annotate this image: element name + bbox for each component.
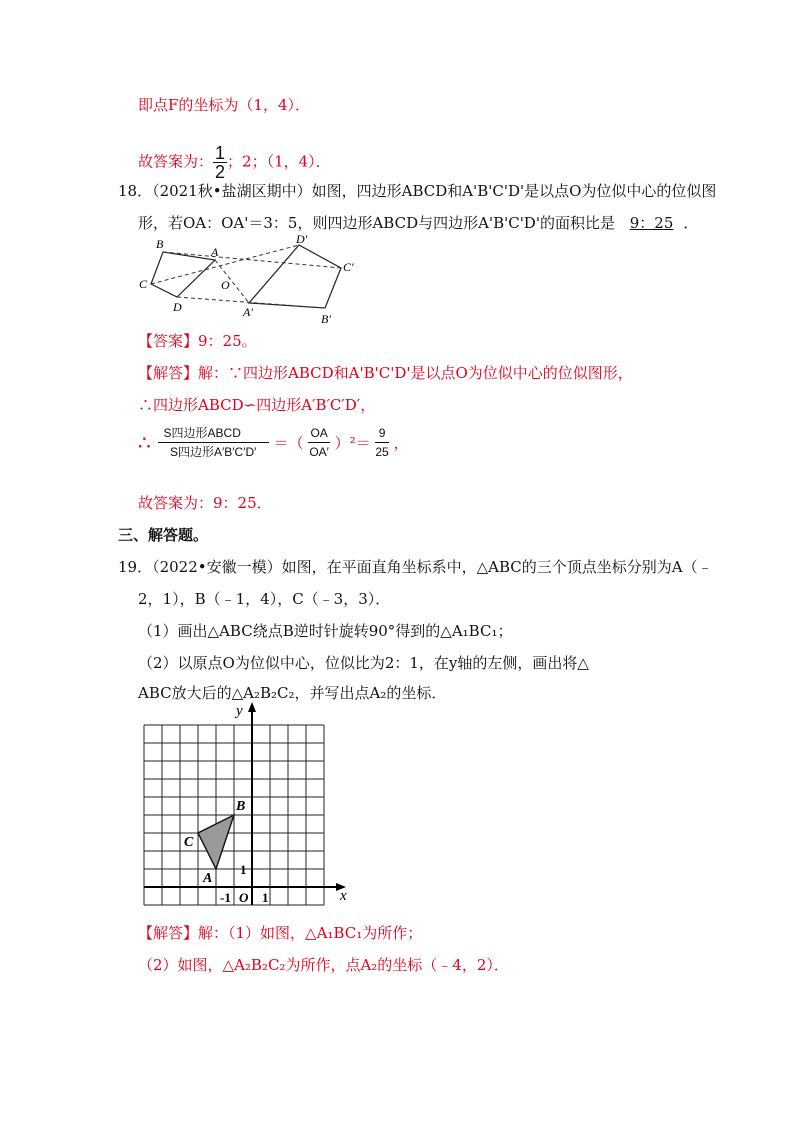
fraction-denominator: 2: [215, 162, 226, 182]
y-axis-arrow: [248, 702, 256, 712]
explain-tag: 【解答】: [138, 364, 199, 382]
point-c-label: C: [184, 835, 194, 850]
q18-blank-answer: 9：25: [629, 214, 674, 232]
point-a-label: A: [203, 871, 213, 886]
point-f-line: 即点F的坐标为（1，4）．: [138, 96, 310, 114]
y-axis-label: y: [236, 703, 243, 719]
tick-label-neg1: -1: [220, 890, 231, 905]
eq3: ，: [393, 434, 409, 452]
q18-answer: 【答案】9：25。: [138, 332, 257, 350]
q19-part2b: ABC放大后的△A₂B₂C₂，并写出点A₂的坐标．: [138, 684, 447, 702]
q18-text1: 如图，四边形ABCD和A'B'C'D'是以点O为位似中心的位似图: [311, 182, 717, 200]
oa-fraction: [308, 424, 329, 461]
section-title: 三、解答题。: [118, 526, 209, 544]
q18-explain1: [138, 362, 633, 384]
fraction-numerator: 1: [215, 143, 226, 163]
answer-prefix: 故答案为：: [138, 152, 214, 171]
prev-answer: [138, 144, 331, 181]
q19-source: （2022•安徽一模）: [152, 558, 282, 576]
label-O: O: [221, 278, 230, 292]
q19-part1: （1）画出△ABC绕点B逆时针旋转90°得到的△A₁BC₁；: [138, 622, 513, 640]
area-ratio-fraction: [158, 424, 269, 461]
result-fraction: [375, 424, 388, 461]
label-D: D: [173, 300, 182, 314]
label-C: C: [139, 277, 148, 291]
therefore-sign: ∴: [138, 430, 151, 455]
tick-label-y1: 1: [240, 862, 247, 877]
area-numerator: S四边形ABCD: [158, 424, 269, 443]
tick-label-x1: 1: [262, 890, 269, 905]
coordinate-grid-figure: [140, 700, 360, 910]
result-numerator: 9: [375, 424, 388, 443]
q19-line2: 2，1），B（﹣1，4），C（﹣3，3）．: [138, 590, 391, 608]
x-axis-label: x: [340, 888, 347, 904]
fraction-half: [213, 144, 227, 181]
q19-text1: 如图，在平面直角坐标系中，△ABC的三个顶点坐标分别为A（﹣: [281, 558, 713, 576]
answer-rest: ；2；（1，4）．: [227, 152, 331, 171]
q18-figure: [135, 235, 375, 327]
label-D-prime: D′: [296, 235, 308, 246]
label-B-prime: B′: [321, 312, 331, 326]
area-denominator: S四边形A′B′C′D′: [170, 445, 257, 459]
q18-line1: [118, 180, 716, 202]
eq2: ）²＝: [334, 434, 371, 452]
label-B: B: [156, 237, 164, 251]
point-b-label: B: [236, 799, 246, 814]
q19-part2: （2）以原点O为位似中心，位似比为2：1，在y轴的左侧，画出将△: [138, 654, 589, 672]
explain1-text: 解：∵四边形ABCD和A'B'C'D'是以点O为位似中心的位似图形，: [198, 364, 633, 382]
q19-number: 19．: [118, 558, 153, 576]
q19-answer2: （2）如图，△A₂B₂C₂为所作，点A₂的坐标（﹣4，2）．: [138, 956, 509, 974]
q18-formula: [138, 424, 409, 461]
q18-number: 18．: [118, 182, 153, 200]
q19-answer1: 【解答】解：（1）如图，△A₁BC₁为所作；: [138, 924, 423, 942]
eq1: ＝（: [273, 434, 304, 452]
label-A-prime: A′: [243, 305, 253, 319]
label-A: A: [211, 245, 219, 259]
origin-label: O: [239, 890, 249, 905]
oa-denominator: OA′: [309, 445, 329, 459]
q18-text2b: ．: [683, 214, 699, 232]
quad-abcd: [151, 252, 215, 297]
oa-numerator: OA: [308, 424, 329, 443]
q19-line1: [118, 556, 713, 578]
q18-explain2: ∴四边形ABCD∽四边形A′B′C′D′，: [138, 396, 376, 414]
q18-line2: [138, 212, 698, 234]
label-C-prime: C′: [343, 260, 354, 274]
result-denominator: 25: [375, 445, 389, 459]
q18-final: 故答案为：9：25．: [138, 494, 272, 512]
q18-source: （2021秋•盐湖区期中）: [152, 182, 312, 200]
q18-text2a: 形，若OA：OA'＝3：5，则四边形ABCD与四边形A'B'C'D'的面积比是: [138, 214, 615, 232]
